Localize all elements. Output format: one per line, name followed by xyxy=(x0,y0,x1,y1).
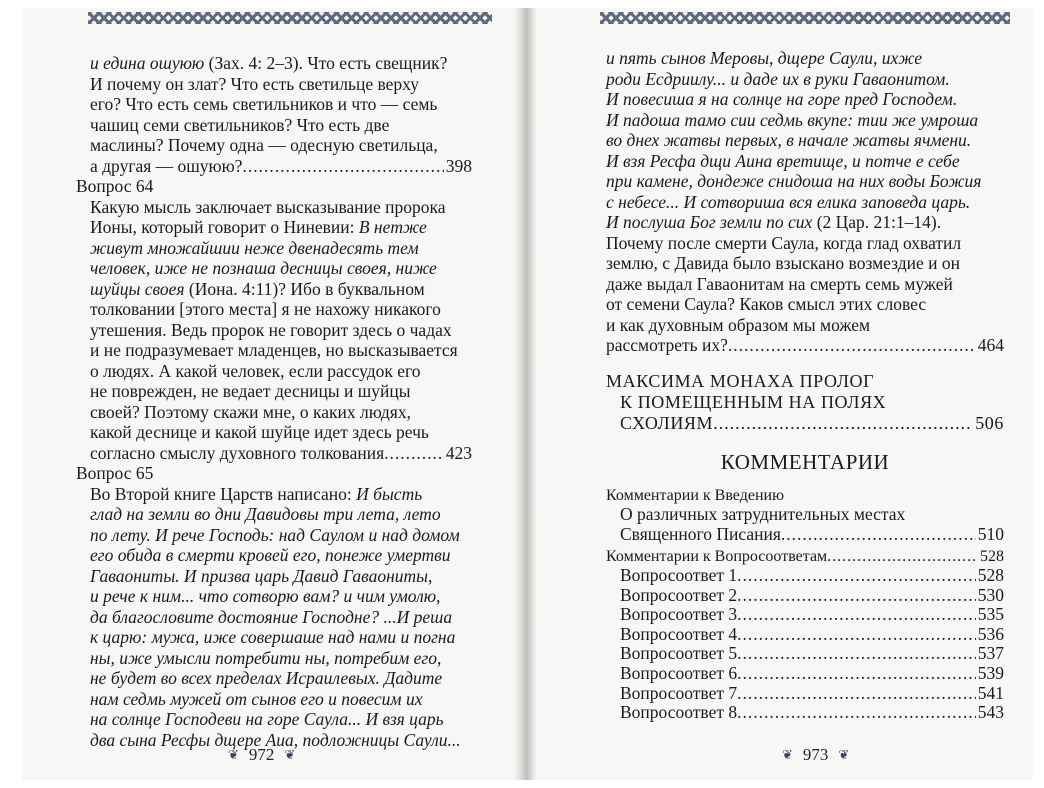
text-line: два сына Ресфы дщере Аиа, подложницы Саули... xyxy=(90,729,461,750)
dot-leader xyxy=(713,413,973,434)
right-page-number: 973 xyxy=(802,745,829,764)
text-line: И взя Ресфа дщи Аина вретище, и потче е себе xyxy=(606,150,960,171)
toc-item-page: 530 xyxy=(977,584,1004,605)
toc-item-label: Вопросоответ 1 xyxy=(620,565,738,585)
text-line: Какую мысль заключает высказывание пророка xyxy=(90,196,446,217)
dot-leader xyxy=(737,605,976,625)
dot-leader xyxy=(737,684,976,704)
q64-page-number: 423 xyxy=(445,442,472,463)
intro-page-number: 510 xyxy=(977,523,1004,544)
text-line: на солнце Господеви на горе Саула... И взя царь xyxy=(90,709,444,729)
dot-leader xyxy=(728,335,976,356)
q63-toc-entry xyxy=(90,156,472,177)
toc-item-label: Вопросоответ 8 xyxy=(620,702,738,723)
intro-sub-2-text: Священного Писания xyxy=(620,523,781,544)
dot-leader xyxy=(737,703,976,723)
text-line: да благословите достояние Господне? ...И реша xyxy=(90,606,453,627)
toc-item xyxy=(606,586,1004,606)
text-line: Гаваониты. И призва царь Давид Гаваониты, xyxy=(90,565,433,586)
q65-page-number: 464 xyxy=(977,335,1004,355)
q63-text xyxy=(90,53,472,156)
text-line: живут множайшии неже двенадесять тем xyxy=(90,237,419,258)
prolog-line-3-text: СХОЛИЯМ xyxy=(620,412,714,433)
book-gutter xyxy=(514,8,536,780)
dot-leader xyxy=(827,547,978,566)
right-page-text xyxy=(606,48,1004,723)
dot-leader xyxy=(737,644,976,664)
right-header-ornament xyxy=(600,12,1010,24)
text-line: о людях. А какой человек, если рассудок его xyxy=(90,360,421,381)
toc-item xyxy=(606,566,1004,586)
toc-item xyxy=(606,664,1004,684)
dot-leader xyxy=(737,586,976,606)
text-line: И падоша тамо сии седмь вкупе: тии же умроша xyxy=(606,109,979,130)
intro-sub-2 xyxy=(606,525,1004,545)
text-line: какой деснице и какой шуйце идет здесь речь xyxy=(90,422,429,442)
text-line: и пять сынов Меровы, дщере Саули, ихже xyxy=(606,48,923,68)
text-line: его? Что есть семь светильников и что — семь xyxy=(90,94,438,114)
dot-leader xyxy=(781,525,976,545)
qa-list xyxy=(606,566,1004,723)
left-page-text xyxy=(76,53,472,750)
dot-leader xyxy=(384,443,444,464)
text-line: чашиц семи светильников? Что есть две xyxy=(90,114,390,135)
text-line: И почему он злат? Что есть светильце верху xyxy=(90,73,420,94)
text-line: землю, с Давида было взыскано возмездие и он xyxy=(606,253,961,273)
text-line: и рече к ним... что сотворю вам? и чим умолю, xyxy=(90,586,441,606)
right-footer xyxy=(782,745,849,765)
toc-item-page: 541 xyxy=(977,682,1004,703)
left-footer xyxy=(228,745,295,765)
q65-heading: Вопрос 65 xyxy=(76,463,154,483)
text-line: с небесе... И сотвориша вся елика заповеда царь. xyxy=(606,191,971,212)
toc-item-page: 543 xyxy=(977,702,1004,723)
text-line: глад на земли во дни Давидовы три лета, лето xyxy=(90,504,441,524)
toc-item-page: 528 xyxy=(977,565,1004,585)
toc-item xyxy=(606,684,1004,704)
text-line: утешения. Ведь пророк не говорит здесь о чадах xyxy=(90,319,452,340)
text-line: шуйцы своея (Иона. 4:11)? Ибо в буквальном xyxy=(90,278,425,299)
intro-sub-1: О различных затруднительных местах xyxy=(620,504,906,524)
qa-section-page: 528 xyxy=(980,548,1004,565)
text-line: маслины? Почему одна — одесную светильца, xyxy=(90,135,438,155)
toc-item xyxy=(606,625,1004,645)
prolog-page-number: 506 xyxy=(975,412,1004,433)
footer-ornament-icon: ❦ xyxy=(782,747,793,762)
text-line: И повесиша я на солнце на горе пред Господем. xyxy=(606,89,958,109)
q63-page-number: 398 xyxy=(445,155,472,176)
text-line: И послуша Бог земли по сих (2 Цар. 21:1–14). xyxy=(606,212,942,232)
text-line: не будет во всех пределах Исраилевых. Дадите xyxy=(90,668,443,688)
toc-item-page: 537 xyxy=(977,643,1004,664)
toc-item xyxy=(606,703,1004,723)
q65-text xyxy=(90,484,472,751)
qa-section-text: Комментарии к Вопросоответам xyxy=(606,548,828,565)
text-line: Во Второй книге Царств написано: И бысть xyxy=(90,483,423,504)
toc-item xyxy=(606,605,1004,625)
prolog-entry xyxy=(606,371,1004,434)
toc-item-label: Вопросоответ 4 xyxy=(620,623,738,644)
text-line: ны, иже умысли потребити ны, потребим его, xyxy=(90,647,442,668)
prolog-line-3 xyxy=(606,413,1004,434)
text-line: роди Есдриилу... и даде их в руки Гаваонитом. xyxy=(606,68,950,89)
toc-item-label: Вопросоответ 6 xyxy=(620,662,738,683)
prolog-line-1: МАКСИМА МОНАХА ПРОЛОГ xyxy=(606,370,875,391)
text-line: толковании [этого места] я не нахожу никакого xyxy=(90,299,441,319)
footer-ornament-icon: ❦ xyxy=(284,747,296,762)
q65-continuation xyxy=(606,48,1004,335)
q63-last-line: а другая — ошуюю? xyxy=(90,155,243,176)
intro-section: Комментарии к Введению xyxy=(606,487,785,504)
toc-item-label: Вопросоответ 7 xyxy=(620,682,738,703)
text-line: и как духовным образом мы можем xyxy=(606,314,871,335)
text-line: и не подразумевает младенцев, но высказывается xyxy=(90,340,458,360)
text-line: от семени Саула? Каков смысл этих словес xyxy=(606,294,927,314)
left-page-number: 972 xyxy=(248,745,275,764)
text-line: во днех жатвы первых, в начале жатвы ячмени. xyxy=(606,130,972,150)
toc-item-label: Вопросоответ 2 xyxy=(620,584,738,605)
text-line: при камене, дондеже снидоша на них воды Божия xyxy=(606,171,982,191)
q64-toc-entry xyxy=(90,443,472,464)
text-line: и едина ошуюю (Зах. 4: 2–3). Что есть свещник? xyxy=(90,53,448,73)
dot-leader xyxy=(737,664,976,684)
dot-leader xyxy=(737,566,976,586)
q65-last-line: рассмотреть их? xyxy=(606,335,728,355)
dot-leader xyxy=(737,625,976,645)
toc-item-page: 536 xyxy=(977,623,1004,644)
prolog-line-2: К ПОМЕЩЕННЫМ НА ПОЛЯХ xyxy=(620,391,887,412)
footer-ornament-icon: ❦ xyxy=(838,747,850,762)
text-line: по лету. И рече Господь: над Саулом и над домом xyxy=(90,524,460,545)
text-line: его обида в смерти кровей его, понеже умертви xyxy=(90,545,451,565)
dot-leader xyxy=(242,156,443,177)
toc-item-page: 535 xyxy=(977,604,1004,625)
commentary-title: КОММЕНТАРИИ xyxy=(720,449,890,474)
toc-item-page: 539 xyxy=(977,662,1004,683)
text-line: Почему после смерти Саула, когда глад охватил xyxy=(606,232,962,253)
toc-item-label: Вопросоответ 5 xyxy=(620,643,738,664)
qa-section xyxy=(606,547,1004,566)
q65-toc-entry xyxy=(606,335,1004,356)
toc-item-label: Вопросоответ 3 xyxy=(620,604,738,625)
q64-last-line: согласно смыслу духовного толкования xyxy=(90,442,385,463)
footer-ornament-icon: ❦ xyxy=(228,747,239,762)
left-header-ornament xyxy=(88,12,492,24)
text-line: к царю: мужа, иже совершаше над нами и погна xyxy=(90,627,456,647)
text-line: даже выдал Гаваонитам на смерть семь мужей xyxy=(606,273,953,294)
toc-item xyxy=(606,644,1004,664)
q64-heading: Вопрос 64 xyxy=(76,176,154,196)
text-line: Ионы, который говорит о Ниневии: В нemже xyxy=(90,217,427,237)
text-line: человек, иже не познаша десницы своея, ниже xyxy=(90,258,437,278)
text-line: не поврежден, не ведает десницы и шуйцы xyxy=(90,381,411,401)
text-line: нам седмь мужей от сынов его и повесим их xyxy=(90,688,423,709)
q64-text xyxy=(90,197,472,443)
text-line: своей? Поэтому скажи мне, о каких людях, xyxy=(90,401,411,422)
